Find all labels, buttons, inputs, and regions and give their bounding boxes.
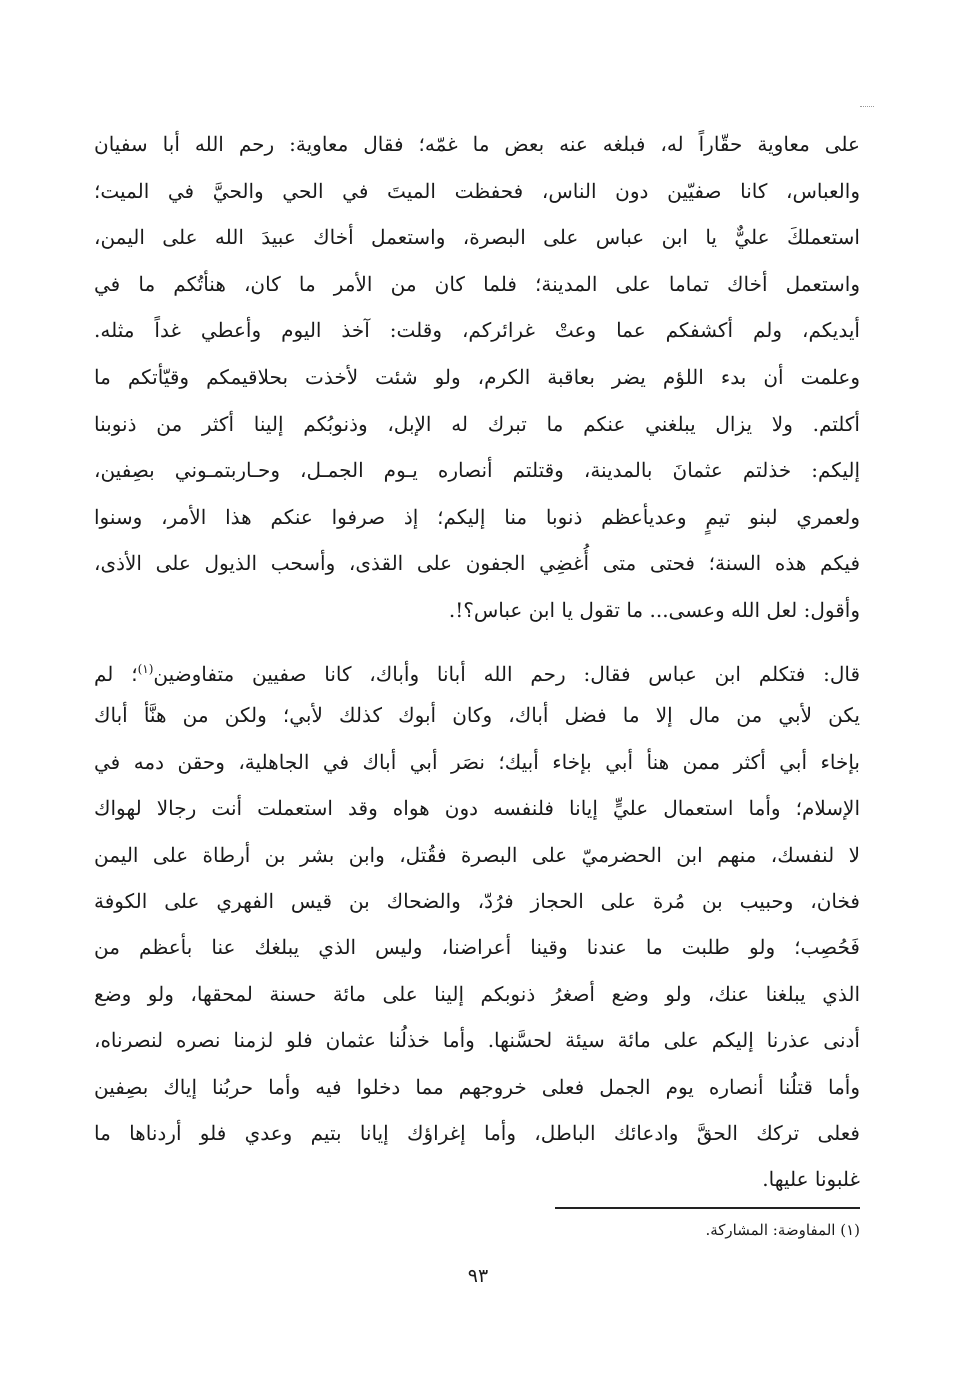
text-line: استعملكَ عليٌّ يا ابن عباس على البصرة، واستعمل أخاك عبيدَ الله على اليمن، <box>94 225 860 250</box>
text-line: وأما قتلُنا أنصاره يوم الجمل فعلى خروجهم مما دخلوا فيه وأما حربُنا إياك بصِفين <box>94 1074 860 1099</box>
text-line: لا لنفسك، منهم ابن الحضرميّ على البصرة فقُتل، وابن بشر بن أرطاة على اليمن <box>94 842 860 867</box>
text-line: أدنى عذرنا إليكم على مائة سيئة لحسَّنها. وأما خذلُنا عثمان فلو لزمنا نصره لنصرناه، <box>94 1028 860 1053</box>
text-line: وأقول: لعل الله وعسى... ما تقول يا ابن عباس؟!. <box>448 597 860 622</box>
page-number: ٩٣ <box>467 1265 489 1287</box>
text-line: الإسلام؛ وأما استعمال عليٍّ إيانا فلنفسه دون هواه وقد استعملت أنت رجالا لهواك <box>94 796 860 821</box>
text-line: فَحُصِب؛ ولو طلبت ما عندنا وقينا أعراضنا، وليس الذي يبلغك عنا بأعظم من <box>94 935 860 960</box>
text-line: أكلتم. ولا يزال يبلغني عنكم ما تبرك له الإبل، وذنوبُكم إلينا أكثر من ذنوبنا <box>94 411 860 436</box>
paragraph-muawiya-speech <box>94 121 860 634</box>
text-line: الذي يبلغنا عنك، ولو وضع أصغرُ ذنوبكم إلينا على مائة حسنة لمحقها، ولو وضع <box>94 981 860 1006</box>
text-line: وعلمت أن بدء اللؤم يضر بعاقبة الكرم، ولو شئت لأخذت بحلاقيمكم وقيّأتكم ما <box>94 364 860 389</box>
first-line-start: قال: فتكلم ابن عباس فقال: رحم الله أبانا وأباك، كانا صفيين متفاوضين <box>153 662 860 686</box>
text-line: واستعمل أخاك تماما على المدينة؛ فلما كان من الأمر ما كان، هنأتُكم ما في <box>94 271 860 296</box>
text-line: بإخاء أبي أكثر ممن هنأ أبي بإخاء أبيك؛ نصَر أبي أباك في الجاهلية، وحقن دمه في <box>94 749 860 774</box>
text-line: فخان، وحبيب بن مُرة على الحجاز فرُدّ، والضحاك بن قيس الفهري على الكوفة <box>94 888 860 913</box>
first-line-end: ؛ لم <box>94 662 138 686</box>
footnote: (١) المفاوضة: المشاركة. <box>705 1221 860 1239</box>
text-line: غلبونا عليها. <box>762 1167 860 1192</box>
text-line: فيكم هذه السنة؛ فحتى متى أُغضِي الجفون على القذى، وأسحب الذيول على الأذى، <box>94 551 860 576</box>
top-dotted-mark <box>860 106 874 107</box>
footnote-separator <box>555 1207 860 1209</box>
text-line: والعباس، كانا صفيّين دون الناس، فحفظت الميتَ في الحي والحيَّ في الميت؛ <box>94 178 860 203</box>
text-line: أيديكم، ولم أكشفكم عما وعتْ غرائركم، وقلت: آخذ اليوم وأعطي غداً مثله. <box>94 318 860 343</box>
text-line: إليكم: خذلتم عثمانَ بالمدينة، وقتلتم أنصاره يـوم الجمـل، وحـاربتمـوني بصِفين، <box>94 458 860 483</box>
paragraph-ibn-abbas-reply <box>94 646 860 1203</box>
text-line: يكن لأبي من مال إلا ما فضل أباك، وكان أبوك كذلك لأبي؛ ولكن من هنَّأ أباك <box>94 703 860 728</box>
text-line: على معاوية حقّاراً له، فبلغه عنه بعض ما غمّه؛ فقال معاوية: رحم الله أبا سفيان <box>94 132 860 156</box>
text-line: ولعمري لبنو تيمٍ وعديأعظم ذنوبا منا إليكم؛ إذ صرفوا عنكم هذا الأمر، وسنوا <box>94 504 860 529</box>
text-line-first <box>94 646 860 692</box>
text-line: فعلى تركك الحقَّ وادعائك الباطل، وأما إغراؤك إيانا بتيم وعدي فلو أردناها ما <box>94 1120 860 1145</box>
footnote-reference[interactable]: (١) <box>137 662 154 676</box>
